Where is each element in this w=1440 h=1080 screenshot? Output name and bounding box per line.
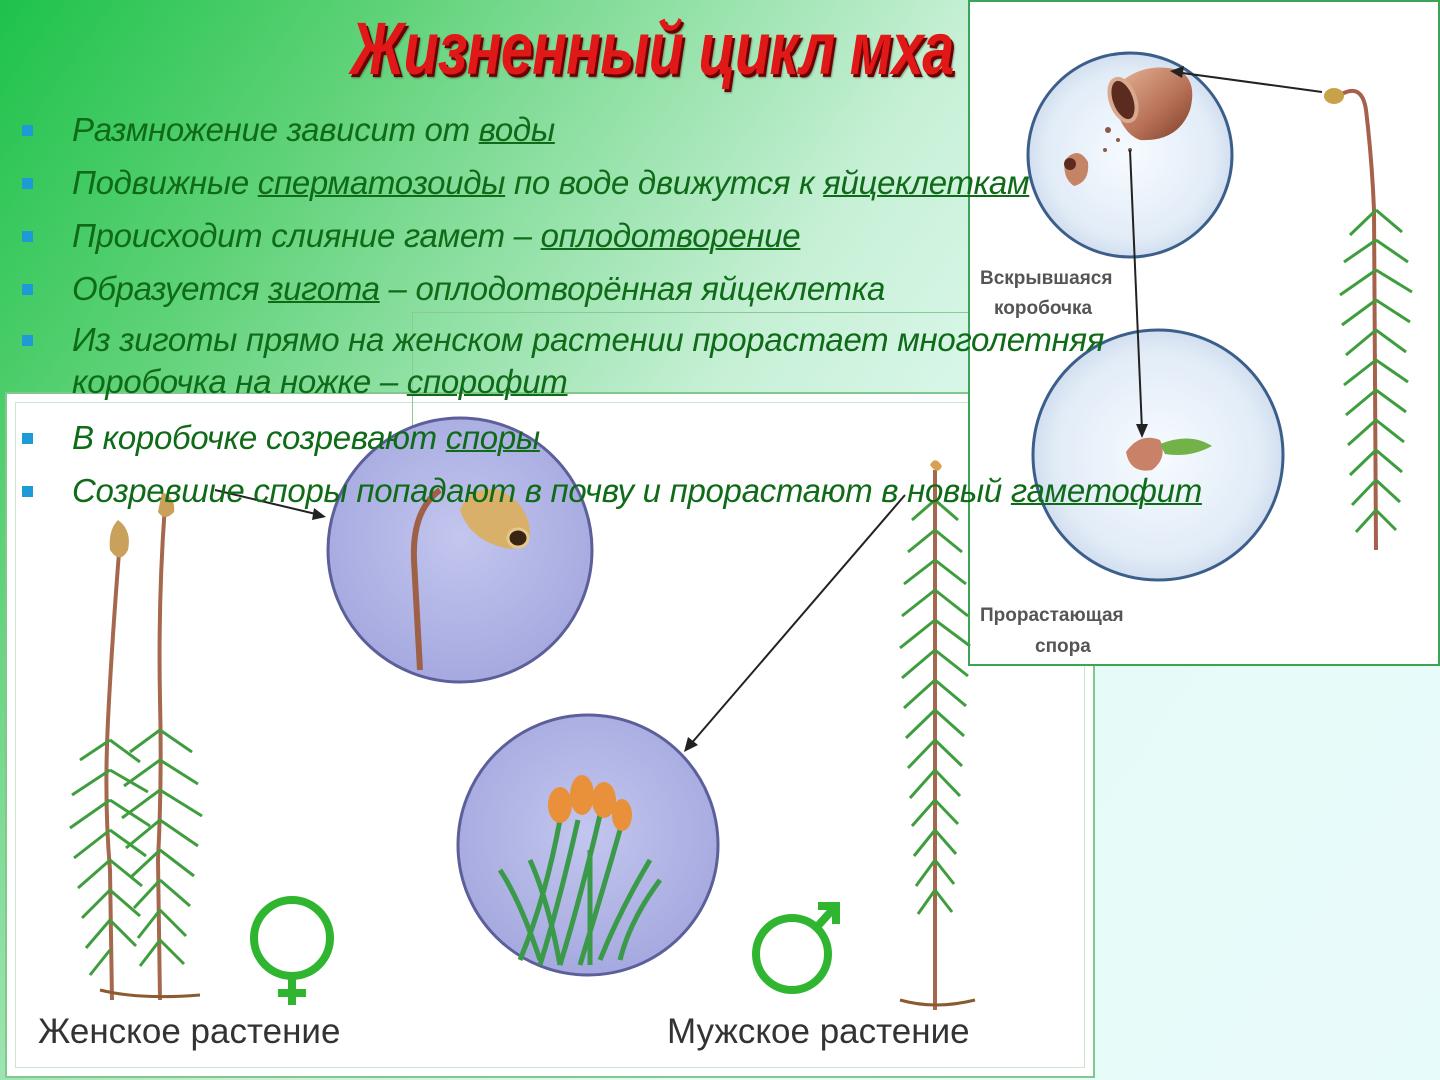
bullet-item: Подвижные сперматозоиды по воде движутся к яйцеклеткам xyxy=(72,164,1030,201)
germinating-spore-label-line2: спора xyxy=(1035,636,1091,657)
germinating-spore-label-line1: Прорастающая xyxy=(980,605,1124,626)
female-symbol xyxy=(254,900,330,1005)
bullet-item: В коробочке созревают споры xyxy=(72,419,540,456)
bullet-item: Созревшие споры попадают в почву и прорастают в новый гаметофит xyxy=(72,472,1202,509)
opened-capsule-label-line2: коробочка xyxy=(994,298,1093,319)
bullet-item: Образуется зигота – оплодотворённая яйцеклетка xyxy=(72,270,886,307)
bullet-item: Размножение зависит от воды xyxy=(72,111,555,148)
bullet-item-continuation: коробочка на ножке – спорофит xyxy=(72,363,568,400)
male-symbol xyxy=(756,906,836,990)
male-plant-label: Мужское растение xyxy=(667,1012,970,1051)
male-antheridia-lens xyxy=(458,715,718,975)
germinating-spore-lens xyxy=(1033,330,1283,580)
female-capsule-lens xyxy=(328,418,592,682)
page-title: Жизненный цикл мха xyxy=(350,7,954,90)
male-plant xyxy=(900,460,975,1010)
female-plant-label: Женское растение xyxy=(38,1012,341,1051)
female-plants xyxy=(70,492,202,1000)
bullet-item: Происходит слияние гамет – оплодотворение xyxy=(72,217,801,254)
sporophyte-plant-right xyxy=(1324,88,1412,550)
opened-capsule-label-line1: Вскрывшаяся xyxy=(980,268,1113,289)
bullet-item: Из зиготы прямо на женском растении прорастает многолетняя xyxy=(72,321,1105,358)
